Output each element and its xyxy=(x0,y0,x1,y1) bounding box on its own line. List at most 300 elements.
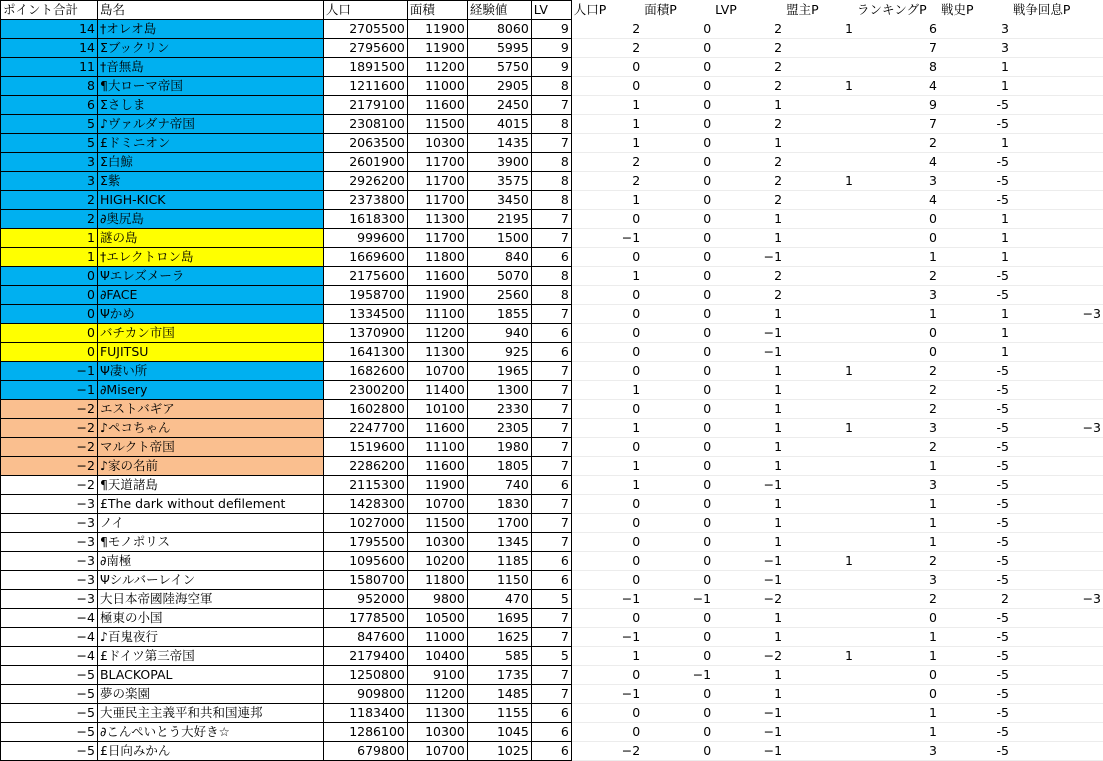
cell-population[interactable]: 1370900 xyxy=(323,324,407,343)
cell-ranking-p[interactable]: 1 xyxy=(855,723,939,742)
cell-area[interactable]: 10300 xyxy=(407,533,467,552)
cell-island-name[interactable]: ♪百鬼夜行 xyxy=(97,628,323,647)
cell-experience[interactable]: 2330 xyxy=(467,400,531,419)
cell-leader-p[interactable] xyxy=(784,685,855,704)
cell-experience[interactable]: 2905 xyxy=(467,77,531,96)
cell-lv-p[interactable]: 1 xyxy=(713,628,784,647)
cell-war-recovery-p[interactable] xyxy=(1011,514,1103,533)
cell-experience[interactable]: 2305 xyxy=(467,419,531,438)
cell-population[interactable]: 2247700 xyxy=(323,419,407,438)
cell-island-name[interactable]: Ψエレズメーラ xyxy=(97,267,323,286)
header-cell-area[interactable]: 面積 xyxy=(407,1,467,20)
cell-area[interactable]: 10100 xyxy=(407,400,467,419)
header-cell-total-points[interactable]: ポイント合計 xyxy=(1,1,98,20)
cell-island-name[interactable]: Ψかめ xyxy=(97,305,323,324)
cell-total-points[interactable]: 14 xyxy=(1,39,98,58)
cell-leader-p[interactable] xyxy=(784,704,855,723)
cell-area[interactable]: 11500 xyxy=(407,514,467,533)
cell-population[interactable]: 2115300 xyxy=(323,476,407,495)
cell-war-recovery-p[interactable] xyxy=(1011,723,1103,742)
cell-area[interactable]: 9800 xyxy=(407,590,467,609)
cell-population[interactable]: 2063500 xyxy=(323,134,407,153)
cell-level[interactable]: 6 xyxy=(531,723,571,742)
cell-area-p[interactable]: 0 xyxy=(642,704,713,723)
cell-lv-p[interactable]: 1 xyxy=(713,381,784,400)
cell-war-recovery-p[interactable] xyxy=(1011,476,1103,495)
cell-lv-p[interactable]: 2 xyxy=(713,20,784,39)
cell-population-p[interactable]: 0 xyxy=(571,438,642,457)
cell-war-recovery-p[interactable] xyxy=(1011,77,1103,96)
cell-population[interactable]: 1519600 xyxy=(323,438,407,457)
cell-population[interactable]: 1891500 xyxy=(323,58,407,77)
cell-island-name[interactable]: ∂奥尻島 xyxy=(97,210,323,229)
cell-war-history-p[interactable]: -5 xyxy=(939,286,1011,305)
cell-lv-p[interactable]: −1 xyxy=(713,476,784,495)
cell-total-points[interactable]: −3 xyxy=(1,495,98,514)
cell-area-p[interactable]: 0 xyxy=(642,495,713,514)
cell-war-history-p[interactable]: 1 xyxy=(939,229,1011,248)
cell-area[interactable]: 11400 xyxy=(407,381,467,400)
cell-population-p[interactable]: −2 xyxy=(571,742,642,761)
cell-war-history-p[interactable]: 1 xyxy=(939,343,1011,362)
cell-total-points[interactable]: −1 xyxy=(1,381,98,400)
cell-ranking-p[interactable]: 1 xyxy=(855,457,939,476)
cell-area-p[interactable]: 0 xyxy=(642,305,713,324)
cell-war-history-p[interactable]: -5 xyxy=(939,191,1011,210)
cell-lv-p[interactable]: 1 xyxy=(713,438,784,457)
cell-population-p[interactable]: 1 xyxy=(571,381,642,400)
cell-area-p[interactable]: 0 xyxy=(642,286,713,305)
cell-lv-p[interactable]: −1 xyxy=(713,324,784,343)
cell-population[interactable]: 909800 xyxy=(323,685,407,704)
cell-lv-p[interactable]: 2 xyxy=(713,58,784,77)
cell-population[interactable]: 1334500 xyxy=(323,305,407,324)
header-cell-leader-p[interactable]: 盟主P xyxy=(784,1,855,20)
cell-lv-p[interactable]: −1 xyxy=(713,723,784,742)
cell-leader-p[interactable] xyxy=(784,609,855,628)
cell-ranking-p[interactable]: 2 xyxy=(855,552,939,571)
cell-total-points[interactable]: −2 xyxy=(1,419,98,438)
cell-population-p[interactable]: 1 xyxy=(571,267,642,286)
cell-island-name[interactable]: ¶モノポリス xyxy=(97,533,323,552)
cell-area-p[interactable]: 0 xyxy=(642,172,713,191)
cell-lv-p[interactable]: 1 xyxy=(713,229,784,248)
cell-total-points[interactable]: 0 xyxy=(1,286,98,305)
cell-population[interactable]: 2175600 xyxy=(323,267,407,286)
cell-experience[interactable]: 3575 xyxy=(467,172,531,191)
cell-population[interactable]: 2179400 xyxy=(323,647,407,666)
cell-war-recovery-p[interactable] xyxy=(1011,552,1103,571)
cell-total-points[interactable]: 0 xyxy=(1,324,98,343)
cell-level[interactable]: 6 xyxy=(531,248,571,267)
cell-area[interactable]: 11900 xyxy=(407,286,467,305)
cell-leader-p[interactable] xyxy=(784,134,855,153)
cell-experience[interactable]: 1155 xyxy=(467,704,531,723)
cell-war-recovery-p[interactable] xyxy=(1011,400,1103,419)
cell-war-history-p[interactable]: -5 xyxy=(939,438,1011,457)
cell-area-p[interactable]: 0 xyxy=(642,343,713,362)
cell-population-p[interactable]: 0 xyxy=(571,704,642,723)
cell-area[interactable]: 11600 xyxy=(407,96,467,115)
cell-ranking-p[interactable]: 1 xyxy=(855,533,939,552)
cell-population[interactable]: 2705500 xyxy=(323,20,407,39)
cell-population-p[interactable]: 2 xyxy=(571,20,642,39)
cell-ranking-p[interactable]: 0 xyxy=(855,210,939,229)
cell-total-points[interactable]: 2 xyxy=(1,191,98,210)
cell-area[interactable]: 10200 xyxy=(407,552,467,571)
cell-lv-p[interactable]: 1 xyxy=(713,210,784,229)
cell-leader-p[interactable] xyxy=(784,514,855,533)
cell-area-p[interactable]: 0 xyxy=(642,324,713,343)
cell-population-p[interactable]: 0 xyxy=(571,305,642,324)
cell-war-recovery-p[interactable] xyxy=(1011,381,1103,400)
cell-population[interactable]: 2286200 xyxy=(323,457,407,476)
header-cell-lv-p[interactable]: LVP xyxy=(713,1,784,20)
cell-lv-p[interactable]: −1 xyxy=(713,742,784,761)
cell-lv-p[interactable]: −1 xyxy=(713,248,784,267)
cell-population[interactable]: 2601900 xyxy=(323,153,407,172)
cell-ranking-p[interactable]: 2 xyxy=(855,362,939,381)
cell-lv-p[interactable]: −2 xyxy=(713,590,784,609)
cell-experience[interactable]: 470 xyxy=(467,590,531,609)
cell-area-p[interactable]: 0 xyxy=(642,419,713,438)
cell-leader-p[interactable] xyxy=(784,571,855,590)
cell-area[interactable]: 11100 xyxy=(407,305,467,324)
cell-area-p[interactable]: 0 xyxy=(642,533,713,552)
cell-island-name[interactable]: 極東の小国 xyxy=(97,609,323,628)
cell-island-name[interactable]: ∂南極 xyxy=(97,552,323,571)
cell-ranking-p[interactable]: 1 xyxy=(855,704,939,723)
cell-leader-p[interactable] xyxy=(784,191,855,210)
cell-island-name[interactable]: Σブックリン xyxy=(97,39,323,58)
cell-leader-p[interactable] xyxy=(784,476,855,495)
cell-experience[interactable]: 1500 xyxy=(467,229,531,248)
header-cell-war-history-p[interactable]: 戦史P xyxy=(939,1,1011,20)
cell-island-name[interactable]: ♪ペコちゃん xyxy=(97,419,323,438)
cell-area-p[interactable]: 0 xyxy=(642,77,713,96)
cell-experience[interactable]: 925 xyxy=(467,343,531,362)
cell-area-p[interactable]: −1 xyxy=(642,590,713,609)
cell-war-recovery-p[interactable] xyxy=(1011,153,1103,172)
cell-war-recovery-p[interactable] xyxy=(1011,571,1103,590)
cell-population-p[interactable]: 0 xyxy=(571,552,642,571)
cell-island-name[interactable]: BLACKOPAL xyxy=(97,666,323,685)
header-cell-ranking-p[interactable]: ランキングP xyxy=(855,1,939,20)
cell-area[interactable]: 11700 xyxy=(407,191,467,210)
cell-ranking-p[interactable]: 0 xyxy=(855,324,939,343)
cell-lv-p[interactable]: −1 xyxy=(713,704,784,723)
cell-area[interactable]: 11700 xyxy=(407,172,467,191)
cell-war-history-p[interactable]: -5 xyxy=(939,647,1011,666)
cell-area-p[interactable]: 0 xyxy=(642,362,713,381)
cell-level[interactable]: 8 xyxy=(531,77,571,96)
cell-island-name[interactable]: 大日本帝國陸海空軍 xyxy=(97,590,323,609)
header-cell-area-p[interactable]: 面積P xyxy=(642,1,713,20)
cell-population-p[interactable]: 0 xyxy=(571,248,642,267)
cell-area-p[interactable]: 0 xyxy=(642,134,713,153)
cell-ranking-p[interactable]: 9 xyxy=(855,96,939,115)
cell-area[interactable]: 11600 xyxy=(407,457,467,476)
cell-war-recovery-p[interactable] xyxy=(1011,495,1103,514)
cell-island-name[interactable]: ♪家の名前 xyxy=(97,457,323,476)
header-cell-war-recovery-p[interactable]: 戦争回息P xyxy=(1011,1,1103,20)
cell-war-recovery-p[interactable] xyxy=(1011,628,1103,647)
cell-war-recovery-p[interactable]: −3 xyxy=(1011,590,1103,609)
cell-island-name[interactable]: 謎の島 xyxy=(97,229,323,248)
cell-area-p[interactable]: 0 xyxy=(642,115,713,134)
cell-level[interactable]: 9 xyxy=(531,39,571,58)
cell-leader-p[interactable] xyxy=(784,96,855,115)
cell-population[interactable]: 2926200 xyxy=(323,172,407,191)
cell-area[interactable]: 11200 xyxy=(407,58,467,77)
cell-area-p[interactable]: 0 xyxy=(642,381,713,400)
cell-level[interactable]: 7 xyxy=(531,666,571,685)
cell-island-name[interactable]: HIGH-KICK xyxy=(97,191,323,210)
cell-total-points[interactable]: −1 xyxy=(1,362,98,381)
cell-area[interactable]: 10500 xyxy=(407,609,467,628)
cell-population[interactable]: 1602800 xyxy=(323,400,407,419)
cell-island-name[interactable]: £ドイツ第三帝国 xyxy=(97,647,323,666)
cell-total-points[interactable]: 0 xyxy=(1,343,98,362)
cell-population[interactable]: 1211600 xyxy=(323,77,407,96)
cell-war-history-p[interactable]: -5 xyxy=(939,419,1011,438)
cell-area[interactable]: 11000 xyxy=(407,77,467,96)
cell-war-history-p[interactable]: -5 xyxy=(939,362,1011,381)
cell-area-p[interactable]: 0 xyxy=(642,457,713,476)
cell-war-recovery-p[interactable] xyxy=(1011,96,1103,115)
cell-lv-p[interactable]: 2 xyxy=(713,267,784,286)
cell-total-points[interactable]: −3 xyxy=(1,571,98,590)
cell-population[interactable]: 1618300 xyxy=(323,210,407,229)
cell-area[interactable]: 11200 xyxy=(407,324,467,343)
cell-war-history-p[interactable]: -5 xyxy=(939,571,1011,590)
cell-war-recovery-p[interactable] xyxy=(1011,267,1103,286)
cell-area[interactable]: 10700 xyxy=(407,495,467,514)
cell-leader-p[interactable]: 1 xyxy=(784,647,855,666)
cell-war-history-p[interactable]: -5 xyxy=(939,685,1011,704)
cell-population-p[interactable]: 1 xyxy=(571,191,642,210)
cell-population-p[interactable]: 1 xyxy=(571,96,642,115)
cell-population-p[interactable]: 0 xyxy=(571,495,642,514)
cell-leader-p[interactable]: 1 xyxy=(784,172,855,191)
cell-war-recovery-p[interactable] xyxy=(1011,685,1103,704)
cell-leader-p[interactable] xyxy=(784,248,855,267)
cell-experience[interactable]: 1965 xyxy=(467,362,531,381)
cell-war-history-p[interactable]: 1 xyxy=(939,305,1011,324)
cell-ranking-p[interactable]: 7 xyxy=(855,115,939,134)
cell-war-history-p[interactable]: -5 xyxy=(939,742,1011,761)
cell-population[interactable]: 952000 xyxy=(323,590,407,609)
cell-war-recovery-p[interactable] xyxy=(1011,20,1103,39)
cell-island-name[interactable]: †オレオ島 xyxy=(97,20,323,39)
cell-leader-p[interactable] xyxy=(784,267,855,286)
cell-war-history-p[interactable]: 1 xyxy=(939,58,1011,77)
cell-population[interactable]: 2373800 xyxy=(323,191,407,210)
cell-total-points[interactable]: 5 xyxy=(1,134,98,153)
cell-island-name[interactable]: ∂Misery xyxy=(97,381,323,400)
cell-leader-p[interactable]: 1 xyxy=(784,20,855,39)
cell-area-p[interactable]: 0 xyxy=(642,229,713,248)
cell-lv-p[interactable]: 1 xyxy=(713,495,784,514)
cell-lv-p[interactable]: 1 xyxy=(713,362,784,381)
cell-ranking-p[interactable]: 2 xyxy=(855,381,939,400)
cell-war-history-p[interactable]: 1 xyxy=(939,324,1011,343)
cell-population[interactable]: 1095600 xyxy=(323,552,407,571)
cell-population-p[interactable]: 0 xyxy=(571,58,642,77)
cell-war-history-p[interactable]: 1 xyxy=(939,77,1011,96)
cell-war-recovery-p[interactable]: −3 xyxy=(1011,419,1103,438)
cell-total-points[interactable]: −2 xyxy=(1,457,98,476)
cell-area-p[interactable]: 0 xyxy=(642,685,713,704)
cell-war-recovery-p[interactable] xyxy=(1011,438,1103,457)
cell-war-recovery-p[interactable] xyxy=(1011,609,1103,628)
cell-total-points[interactable]: −5 xyxy=(1,666,98,685)
cell-leader-p[interactable]: 1 xyxy=(784,77,855,96)
cell-war-recovery-p[interactable]: −3 xyxy=(1011,305,1103,324)
cell-level[interactable]: 7 xyxy=(531,229,571,248)
cell-island-name[interactable]: バチカン市国 xyxy=(97,324,323,343)
cell-leader-p[interactable]: 1 xyxy=(784,362,855,381)
cell-population[interactable]: 1027000 xyxy=(323,514,407,533)
cell-population[interactable]: 1428300 xyxy=(323,495,407,514)
cell-area-p[interactable]: 0 xyxy=(642,96,713,115)
cell-level[interactable]: 7 xyxy=(531,533,571,552)
cell-lv-p[interactable]: 1 xyxy=(713,400,784,419)
cell-total-points[interactable]: −3 xyxy=(1,590,98,609)
cell-total-points[interactable]: −5 xyxy=(1,685,98,704)
cell-area-p[interactable]: 0 xyxy=(642,514,713,533)
cell-level[interactable]: 8 xyxy=(531,172,571,191)
cell-war-recovery-p[interactable] xyxy=(1011,324,1103,343)
cell-island-name[interactable]: ノイ xyxy=(97,514,323,533)
cell-level[interactable]: 8 xyxy=(531,115,571,134)
cell-war-history-p[interactable]: -5 xyxy=(939,400,1011,419)
cell-leader-p[interactable] xyxy=(784,666,855,685)
cell-total-points[interactable]: −2 xyxy=(1,438,98,457)
cell-leader-p[interactable] xyxy=(784,115,855,134)
cell-area[interactable]: 11600 xyxy=(407,419,467,438)
cell-island-name[interactable]: FUJITSU xyxy=(97,343,323,362)
cell-island-name[interactable]: £ドミニオン xyxy=(97,134,323,153)
cell-area[interactable]: 11500 xyxy=(407,115,467,134)
cell-war-history-p[interactable]: -5 xyxy=(939,495,1011,514)
cell-war-history-p[interactable]: -5 xyxy=(939,628,1011,647)
cell-area-p[interactable]: −1 xyxy=(642,666,713,685)
cell-total-points[interactable]: 1 xyxy=(1,229,98,248)
cell-war-recovery-p[interactable] xyxy=(1011,191,1103,210)
cell-area-p[interactable]: 0 xyxy=(642,647,713,666)
header-cell-experience[interactable]: 経験値 xyxy=(467,1,531,20)
cell-area[interactable]: 11300 xyxy=(407,210,467,229)
cell-ranking-p[interactable]: 4 xyxy=(855,153,939,172)
cell-area[interactable]: 11100 xyxy=(407,438,467,457)
cell-level[interactable]: 7 xyxy=(531,609,571,628)
cell-population[interactable]: 2308100 xyxy=(323,115,407,134)
cell-island-name[interactable]: 夢の楽園 xyxy=(97,685,323,704)
cell-population-p[interactable]: 0 xyxy=(571,400,642,419)
cell-area[interactable]: 10300 xyxy=(407,134,467,153)
cell-level[interactable]: 7 xyxy=(531,438,571,457)
cell-level[interactable]: 5 xyxy=(531,647,571,666)
cell-population[interactable]: 1580700 xyxy=(323,571,407,590)
cell-war-history-p[interactable]: -5 xyxy=(939,115,1011,134)
cell-total-points[interactable]: −4 xyxy=(1,628,98,647)
cell-population[interactable]: 847600 xyxy=(323,628,407,647)
cell-lv-p[interactable]: 2 xyxy=(713,39,784,58)
cell-area[interactable]: 11600 xyxy=(407,267,467,286)
cell-experience[interactable]: 1045 xyxy=(467,723,531,742)
cell-experience[interactable]: 3450 xyxy=(467,191,531,210)
cell-total-points[interactable]: 8 xyxy=(1,77,98,96)
cell-level[interactable]: 7 xyxy=(531,134,571,153)
cell-lv-p[interactable]: −2 xyxy=(713,647,784,666)
cell-ranking-p[interactable]: 2 xyxy=(855,134,939,153)
cell-war-recovery-p[interactable] xyxy=(1011,742,1103,761)
cell-experience[interactable]: 1695 xyxy=(467,609,531,628)
cell-war-recovery-p[interactable] xyxy=(1011,248,1103,267)
cell-area-p[interactable]: 0 xyxy=(642,609,713,628)
cell-level[interactable]: 7 xyxy=(531,628,571,647)
header-cell-population-p[interactable]: 人口P xyxy=(571,1,642,20)
cell-population-p[interactable]: 0 xyxy=(571,362,642,381)
cell-ranking-p[interactable]: 2 xyxy=(855,438,939,457)
cell-total-points[interactable]: −4 xyxy=(1,647,98,666)
header-cell-population[interactable]: 人口 xyxy=(323,1,407,20)
cell-level[interactable]: 6 xyxy=(531,343,571,362)
cell-island-name[interactable]: 大亜民主主義平和共和国連邦 xyxy=(97,704,323,723)
cell-ranking-p[interactable]: 3 xyxy=(855,286,939,305)
cell-population[interactable]: 679800 xyxy=(323,742,407,761)
cell-war-history-p[interactable]: -5 xyxy=(939,609,1011,628)
cell-lv-p[interactable]: 1 xyxy=(713,134,784,153)
cell-area[interactable]: 11700 xyxy=(407,229,467,248)
cell-lv-p[interactable]: 1 xyxy=(713,457,784,476)
cell-total-points[interactable]: −2 xyxy=(1,476,98,495)
cell-population-p[interactable]: 0 xyxy=(571,666,642,685)
cell-leader-p[interactable] xyxy=(784,229,855,248)
cell-population-p[interactable]: 0 xyxy=(571,514,642,533)
cell-level[interactable]: 7 xyxy=(531,362,571,381)
cell-experience[interactable]: 840 xyxy=(467,248,531,267)
cell-population-p[interactable]: 0 xyxy=(571,210,642,229)
cell-level[interactable]: 7 xyxy=(531,400,571,419)
cell-area[interactable]: 11800 xyxy=(407,571,467,590)
cell-war-history-p[interactable]: 2 xyxy=(939,590,1011,609)
cell-ranking-p[interactable]: 1 xyxy=(855,628,939,647)
cell-population-p[interactable]: 1 xyxy=(571,476,642,495)
cell-leader-p[interactable] xyxy=(784,742,855,761)
cell-experience[interactable]: 1150 xyxy=(467,571,531,590)
cell-level[interactable]: 6 xyxy=(531,476,571,495)
cell-level[interactable]: 7 xyxy=(531,381,571,400)
cell-level[interactable]: 6 xyxy=(531,552,571,571)
cell-lv-p[interactable]: 1 xyxy=(713,514,784,533)
cell-population[interactable]: 1778500 xyxy=(323,609,407,628)
cell-war-recovery-p[interactable] xyxy=(1011,457,1103,476)
cell-war-recovery-p[interactable] xyxy=(1011,172,1103,191)
cell-total-points[interactable]: 11 xyxy=(1,58,98,77)
cell-island-name[interactable]: Ψ凄い所 xyxy=(97,362,323,381)
cell-population-p[interactable]: −1 xyxy=(571,628,642,647)
cell-ranking-p[interactable]: 7 xyxy=(855,39,939,58)
cell-population-p[interactable]: −1 xyxy=(571,685,642,704)
cell-war-recovery-p[interactable] xyxy=(1011,229,1103,248)
cell-level[interactable]: 5 xyxy=(531,590,571,609)
cell-island-name[interactable]: £The dark without defilement xyxy=(97,495,323,514)
cell-area[interactable]: 11000 xyxy=(407,628,467,647)
cell-ranking-p[interactable]: 1 xyxy=(855,248,939,267)
cell-area[interactable]: 10700 xyxy=(407,362,467,381)
